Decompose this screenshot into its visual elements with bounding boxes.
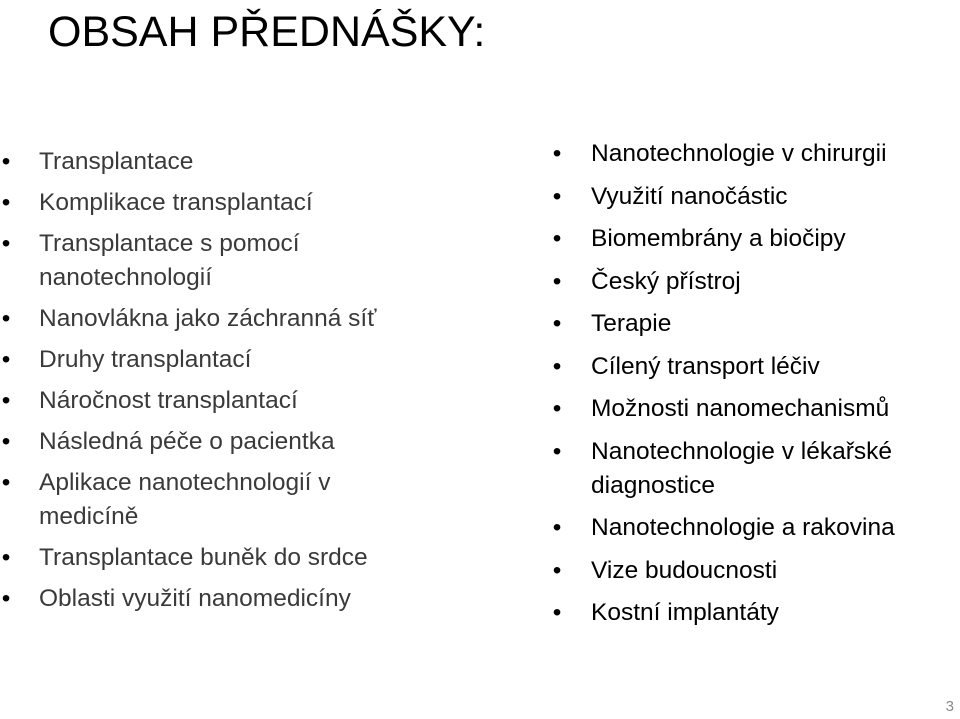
list-item-text: Kostní implantáty xyxy=(591,599,779,626)
bullet-icon: • xyxy=(552,352,562,380)
bullet-icon: • xyxy=(1,544,11,571)
bullet-icon: • xyxy=(1,346,11,373)
list-item-text: Druhy transplantací xyxy=(39,346,252,373)
bullet-icon: • xyxy=(552,140,562,167)
list-item-text: Oblasti využití nanomedicíny xyxy=(39,585,351,612)
right-topic-list xyxy=(553,137,958,639)
bullet-icon: • xyxy=(552,267,562,295)
list-item xyxy=(553,137,958,171)
list-item-text: Komplikace transplantací xyxy=(39,189,313,216)
list-item xyxy=(553,222,958,256)
list-item-text: Nanotechnologie v chirurgii xyxy=(591,140,887,167)
bullet-icon: • xyxy=(1,230,11,257)
bullet-icon: • xyxy=(552,514,562,541)
list-item xyxy=(0,541,470,575)
list-item xyxy=(0,582,470,616)
list-item-text: Nanotechnologie a rakovina xyxy=(591,514,895,541)
list-item xyxy=(0,145,470,179)
list-item xyxy=(553,350,958,384)
bullet-icon: • xyxy=(552,599,562,626)
list-item-text: Transplantace xyxy=(39,148,194,175)
list-item-text: Český přístroj xyxy=(591,267,741,295)
left-topic-list xyxy=(0,145,470,623)
bullet-icon: • xyxy=(1,305,11,332)
list-item xyxy=(0,466,470,534)
page-number: 3 xyxy=(945,698,954,715)
list-item-text: Následná péče o pacientka xyxy=(39,428,335,455)
list-item xyxy=(553,180,958,214)
list-item xyxy=(553,435,958,503)
bullet-icon: • xyxy=(552,310,562,337)
list-item-text: Biomembrány a biočipy xyxy=(591,225,846,252)
bullet-icon: • xyxy=(1,428,11,455)
bullet-icon: • xyxy=(552,556,562,584)
list-item xyxy=(0,343,470,377)
bullet-icon: • xyxy=(552,182,562,210)
bullet-icon: • xyxy=(552,437,562,465)
list-item xyxy=(0,302,470,336)
list-item xyxy=(553,596,958,630)
list-item-text: Terapie xyxy=(591,310,672,337)
list-item-text: Možnosti nanomechanismů xyxy=(591,395,890,422)
list-item xyxy=(553,554,958,588)
bullet-icon: • xyxy=(1,469,11,496)
bullet-icon: • xyxy=(552,225,562,252)
bullet-icon: • xyxy=(1,387,11,414)
list-item-text: Aplikace nanotechnologií v medicíně xyxy=(39,469,331,530)
bullet-icon: • xyxy=(1,585,11,612)
list-item xyxy=(553,511,958,545)
bullet-icon: • xyxy=(1,148,11,175)
list-item-text: Cílený transport léčiv xyxy=(591,352,820,380)
list-item xyxy=(553,265,958,299)
list-item-text: Nanovlákna jako záchranná síť xyxy=(39,305,377,332)
list-item xyxy=(553,392,958,426)
list-item xyxy=(0,384,470,418)
list-item-text: Transplantace buněk do srdce xyxy=(39,544,368,571)
slide-title: OBSAH PŘEDNÁŠKY: xyxy=(48,8,486,56)
list-item-text: Nanotechnologie v lékařské diagnostice xyxy=(591,437,892,499)
bullet-icon: • xyxy=(1,189,11,216)
list-item-text: Transplantace s pomocí nanotechnologií xyxy=(39,230,300,291)
list-item-text: Náročnost transplantací xyxy=(39,387,298,414)
list-item xyxy=(0,227,470,295)
list-item xyxy=(553,307,958,341)
bullet-icon: • xyxy=(552,395,562,422)
list-item xyxy=(0,186,470,220)
list-item-text: Využití nanočástic xyxy=(591,182,788,210)
list-item-text: Vize budoucnosti xyxy=(591,556,778,584)
list-item xyxy=(0,425,470,459)
